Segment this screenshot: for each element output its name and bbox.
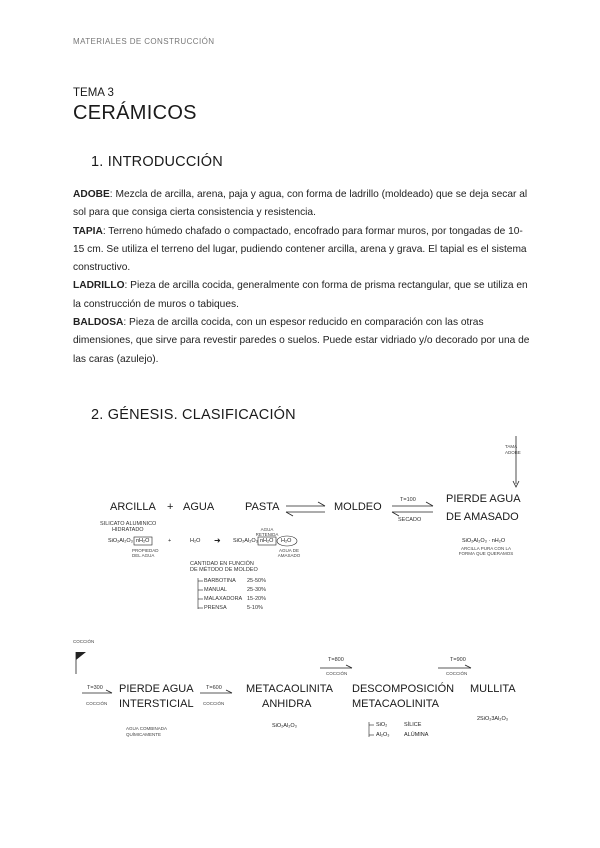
secado-label: SECADO (398, 517, 422, 523)
label-silice: SÍLICE (404, 722, 422, 728)
mullita-formula: 2SiO₂3Al₂O₃ (477, 716, 508, 722)
definitions-list (73, 186, 533, 369)
method-name: BARBOTINA (204, 578, 236, 584)
temp-label-100: T=100 (400, 497, 416, 503)
node-agua: AGUA (183, 501, 215, 513)
silicato-label-1: SILICATO ALUMINICO (100, 521, 157, 527)
formula-sio2: SiO₂ (376, 722, 388, 728)
definition-tapia (73, 223, 533, 278)
temp-label-600: T=600 (206, 685, 222, 691)
pierde-note-2: QUÍMICAMENTE (126, 732, 162, 737)
cantidad-label-2: DE MÉTODO DE MOLDEO (190, 567, 258, 573)
definition-text: : Pieza de arcilla cocida, con un espesor reducido en comparación con las otras dimensiones, que sirve para revestir paredes o suelos. Puede estar vidriado y/o decorado por una de las caras (azulejo). (73, 317, 530, 365)
method-pct: 15-20% (247, 596, 266, 602)
method-pct: 25-50% (247, 578, 266, 584)
definition-ladrillo (73, 277, 533, 314)
definition-text: : Mezcla de arcilla, arena, paja y agua, con forma de ladrillo (moldeado) que se deja secar al sol para que consiga cierta consistencia y resistencia. (73, 189, 528, 219)
method-name: PRENSA (204, 605, 227, 611)
cantidad-label-1: CANTIDAD EN FUNCIÓN (190, 561, 254, 567)
arcilla-note: PROPIEDAD DEL AGUA (132, 548, 159, 558)
coccion-label-1: COCCIÓN (86, 701, 108, 706)
node-pierde-agua-1: PIERDE AGUA (446, 493, 521, 505)
tama-adobe-label: TAMA ADOBE (505, 444, 521, 455)
node-pasta: PASTA (245, 501, 280, 513)
coccion-label-2: COCCIÓN (203, 701, 225, 706)
pasta-box-water: nH₂O (260, 538, 274, 544)
formula-arcilla-water: nH₂O (136, 538, 150, 544)
coccion-label-4: COCCIÓN (446, 671, 468, 676)
secado-arrow-bottom-head (392, 512, 399, 516)
temp-label-800: T=800 (328, 657, 344, 663)
plus-sign: + (167, 501, 174, 513)
node-arcilla: ARCILLA (110, 501, 156, 513)
node-mullita: MULLITA (470, 683, 516, 695)
node-moldeo: MOLDEO (334, 501, 382, 513)
tama-pointer-head (513, 481, 519, 487)
formula-final: SiO₂Al₂O₃ · nH₂O (462, 538, 506, 544)
node-metacaolinita-2: METACAOLINITA (352, 698, 439, 710)
equilibrium-arrow-top-head (318, 502, 325, 506)
method-pct: 5-10% (247, 605, 263, 611)
node-pierde-agua-2: DE AMASADO (446, 511, 519, 523)
definition-term: BALDOSA (73, 317, 124, 329)
arrow-right-icon: ➜ (214, 536, 221, 545)
definition-term: TAPIA (73, 225, 103, 237)
coccion-flag-icon (76, 652, 86, 660)
definition-text: : Pieza de arcilla cocida, generalmente con forma de prisma rectangular, que se utiliza en la construcción de muros o tabiques. (73, 280, 528, 310)
running-header: MATERIALES DE CONSTRUCCIÓN (73, 37, 215, 46)
node-metacaolinita: METACAOLINITA (246, 683, 333, 695)
node-pierde-1: PIERDE AGUA (119, 683, 194, 695)
formula-arcilla: SiO₂Al₂O₃ (108, 538, 133, 544)
section-heading-introduccion: 1. INTRODUCCIÓN (91, 154, 223, 170)
label-alumina: ALÚMINA (404, 732, 429, 738)
definition-term: ADOBE (73, 189, 110, 200)
pasta-circle-water: H₂O (281, 538, 292, 544)
node-anhidra: ANHIDRA (262, 698, 312, 710)
formula-pasta: SiO₂Al₂O₃ (233, 538, 258, 544)
method-name: MANUAL (204, 587, 227, 593)
coccion-section-label: COCCIÓN (73, 639, 95, 644)
final-note: ARCILLA PURA CON LA FORMA QUE QUERAMOS (458, 546, 514, 556)
method-pct: 25-30% (247, 587, 266, 593)
node-pierde-2: INTERSTICIAL (119, 698, 194, 710)
meta-formula: SiO₂Al₂O₃ (272, 723, 297, 729)
definition-text: : Terreno húmedo chafado o compactado, encofrado para formar muros, por tongadas de 10-15 cm. Se utiliza el terreno del lugar, pudiendo contener arcilla, arena y grava. El tapial es el sistema constructivo. (73, 225, 527, 274)
definition-baldosa (73, 314, 533, 369)
node-descomposicion: DESCOMPOSICIÓN (352, 683, 455, 695)
pasta-note-bottom: AGUA DE AMASADO (277, 548, 301, 558)
equilibrium-arrow-bottom-head (286, 512, 293, 516)
formula-agua: H₂O (190, 538, 201, 544)
temp-label-900: T=900 (450, 657, 466, 663)
section-heading-genesis: 2. GÉNESIS. CLASIFICACIÓN (91, 407, 296, 423)
pierde-note-1: AGUA COMBINADA (126, 726, 168, 731)
pasta-note-top: AGUA RETENIDA (255, 527, 279, 537)
silicato-label-2: HIDRATADO (112, 527, 144, 533)
page-title: CERÁMICOS (73, 102, 197, 124)
secado-arrow-top-head (426, 502, 433, 506)
definition-term: LADRILLO (73, 280, 125, 292)
formula-al2o3: Al₂O₃ (376, 732, 390, 738)
method-name: MALAXADORA (204, 596, 243, 602)
coccion-label-3: COCCIÓN (326, 671, 348, 676)
chapter-label: TEMA 3 (73, 87, 114, 99)
temp-label-300: T=300 (87, 685, 103, 691)
definition-adobe (73, 186, 533, 223)
plus-sign-small: + (168, 538, 172, 544)
